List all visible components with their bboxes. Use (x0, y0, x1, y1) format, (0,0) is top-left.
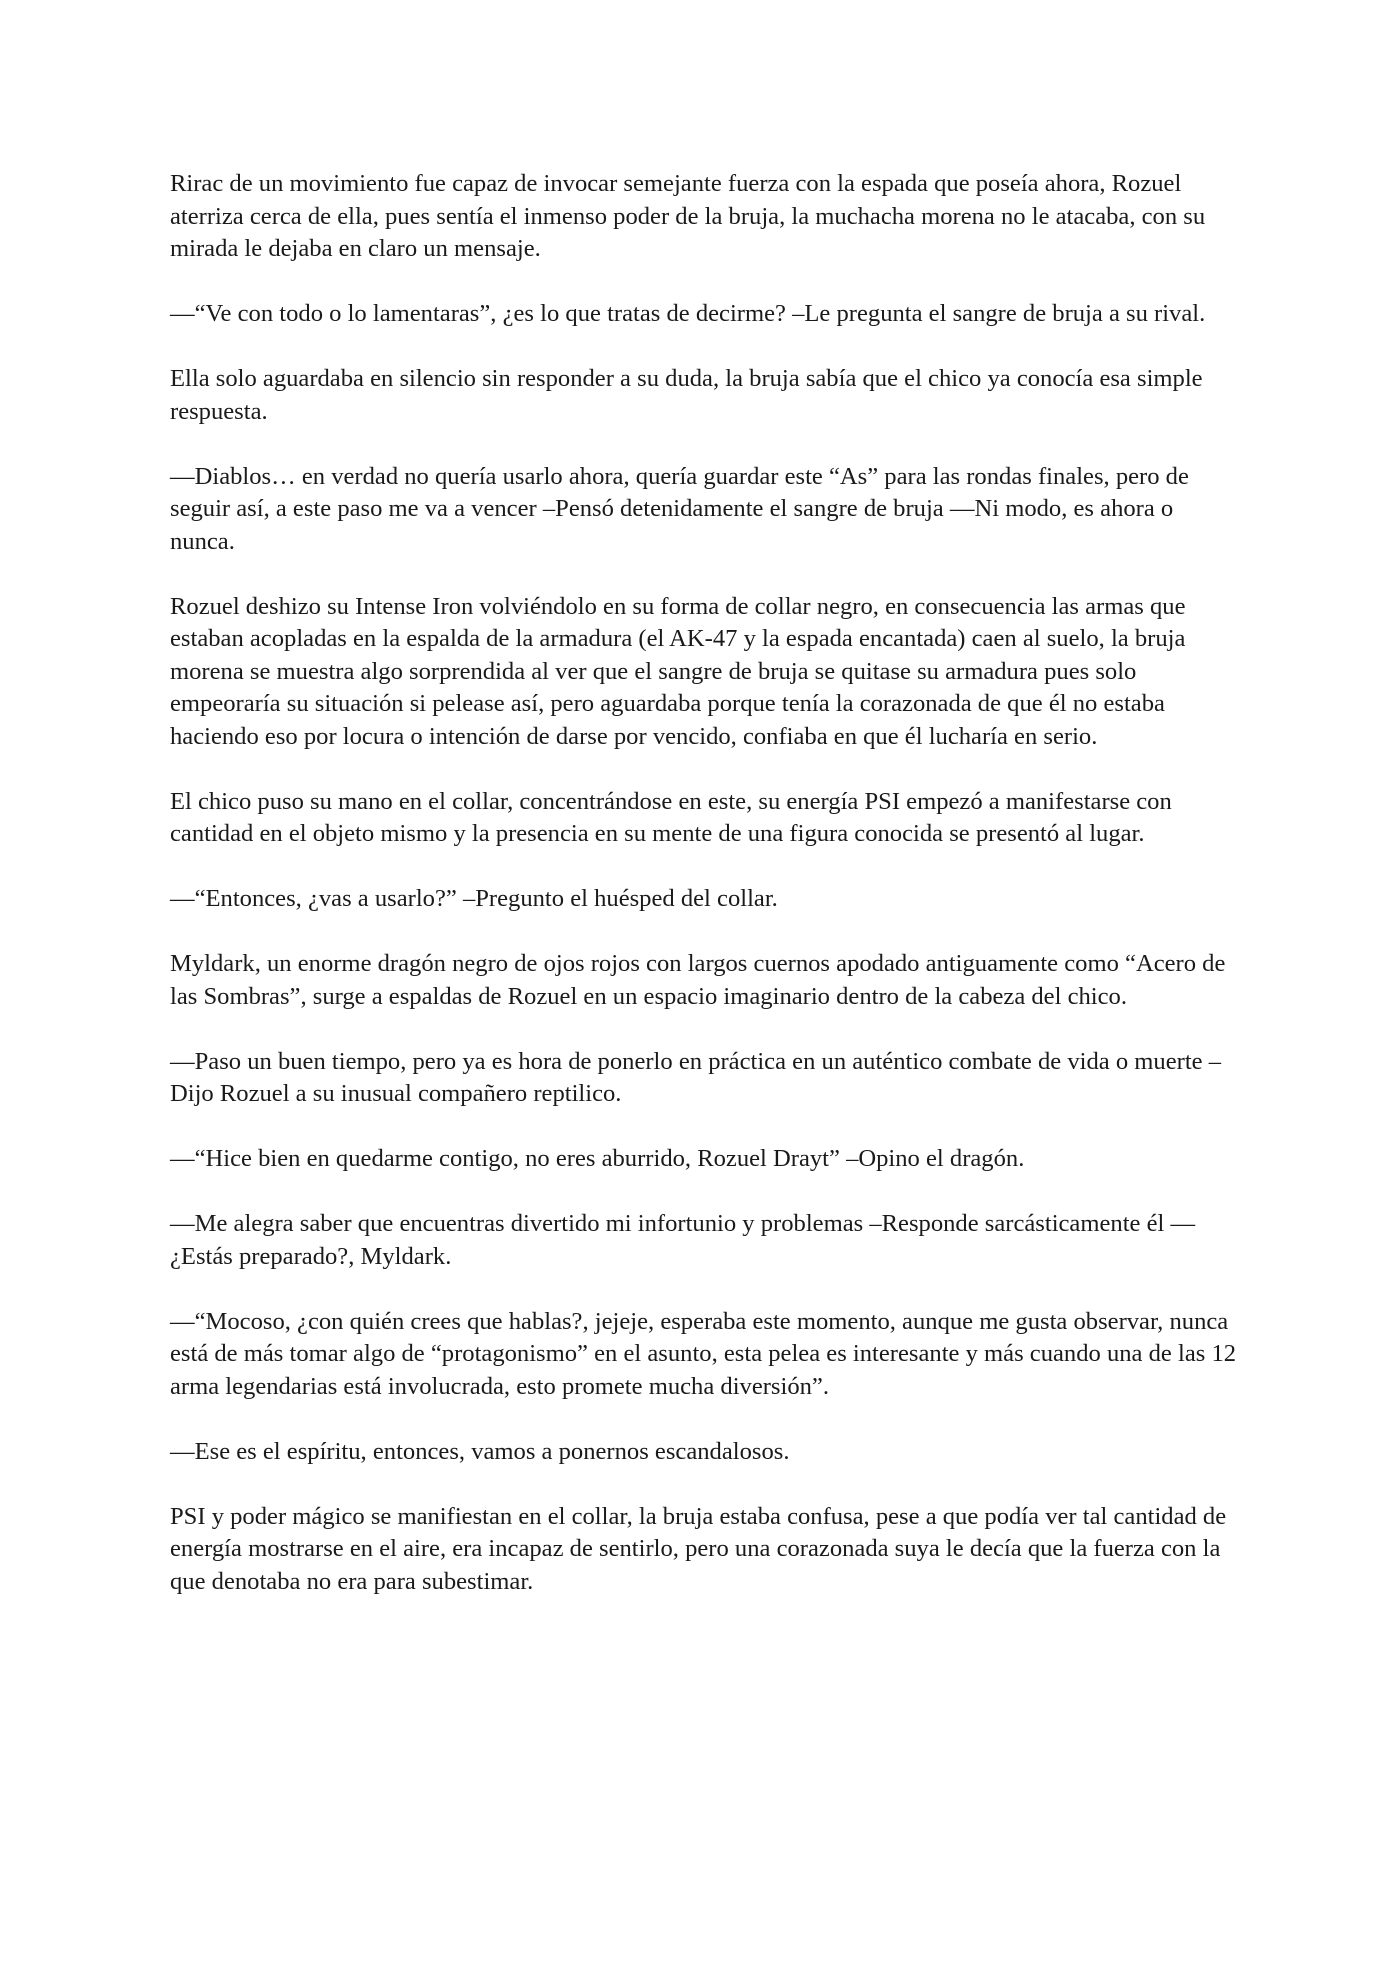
dialogue-paragraph: —Ese es el espíritu, entonces, vamos a ponernos escandalosos. (170, 1437, 790, 1465)
dialogue-paragraph: —“Entonces, ¿vas a usarlo?” –Pregunto el huésped del collar. (170, 885, 778, 912)
dialogue-paragraph: —Paso un buen tiempo, pero ya es hora de ponerlo en práctica en un auténtico combate de vida o muerte –Dijo Rozuel a su inusual compañero reptilico. (170, 1047, 1222, 1107)
dialogue-paragraph: —Diablos… en verdad no quería usarlo ahora, quería guardar este “As” para las rondas finales, pero de seguir así, a este paso me va a vencer –Pensó detenidamente el sangre de bruja —Ni modo, es ahora o nunca. (170, 462, 1189, 555)
dialogue-paragraph: —“Ve con todo o lo lamentaras”, ¿es lo que tratas de decirme? –Le pregunta el sangre de bruja a su rival. (170, 300, 1206, 327)
paragraph: PSI y poder mágico se manifiestan en el collar, la bruja estaba confusa, pese a que podía ver tal cantidad de energía mostrarse en el aire, era incapaz de sentirlo, pero una corazonada suya le decía que la fuerza con la que denotaba no era para subestimar. (170, 1502, 1227, 1595)
paragraph: Ella solo aguardaba en silencio sin responder a su duda, la bruja sabía que el chico ya conocía esa simple respuesta. (170, 365, 1203, 425)
document-body (170, 168, 1240, 1631)
dialogue-paragraph: —“Hice bien en quedarme contigo, no eres aburrido, Rozuel Drayt” –Opino el dragón. (170, 1145, 1025, 1172)
paragraph: El chico puso su mano en el collar, concentrándose en este, su energía PSI empezó a manifestarse con cantidad en el objeto mismo y la presencia en su mente de una figura conocida se presentó al lugar. (170, 787, 1172, 847)
paragraph: Myldark, un enorme dragón negro de ojos rojos con largos cuernos apodado antiguamente como “Acero de las Sombras”, surge a espaldas de Rozuel en un espacio imaginario dentro de la cabeza del chico. (170, 950, 1226, 1010)
paragraph: Rozuel deshizo su Intense Iron volviéndolo en su forma de collar negro, en consecuencia las armas que estaban acopladas en la espalda de la armadura (el AK-47 y la espada encantada) caen al suelo, la bruja morena se muestra algo sorprendida al ver que el sangre de bruja se quitase su armadura pues solo empeoraría su situación si pelease así, pero aguardaba porque tenía la corazonada de que él no estaba haciendo eso por locura o intención de darse por vencido, confiaba en que él lucharía en serio. (170, 592, 1186, 750)
dialogue-paragraph: —“Mocoso, ¿con quién crees que hablas?, jejeje, esperaba este momento, aunque me gusta observar, nunca está de más tomar algo de “protagonismo” en el asunto, esta pelea es interesante y más cuando una de las 12 arma legendarias está involucrada, esto promete mucha diversión”. (170, 1307, 1237, 1400)
dialogue-paragraph: —Me alegra saber que encuentras divertido mi infortunio y problemas –Responde sarcásticamente él — ¿Estás preparado?, Myldark. (170, 1210, 1196, 1270)
paragraph: Rirac de un movimiento fue capaz de invocar semejante fuerza con la espada que poseía ahora, Rozuel aterriza cerca de ella, pues sentía el inmenso poder de la bruja, la muchacha morena no le atacaba, con su mirada le dejaba en claro un mensaje. (170, 170, 1206, 262)
